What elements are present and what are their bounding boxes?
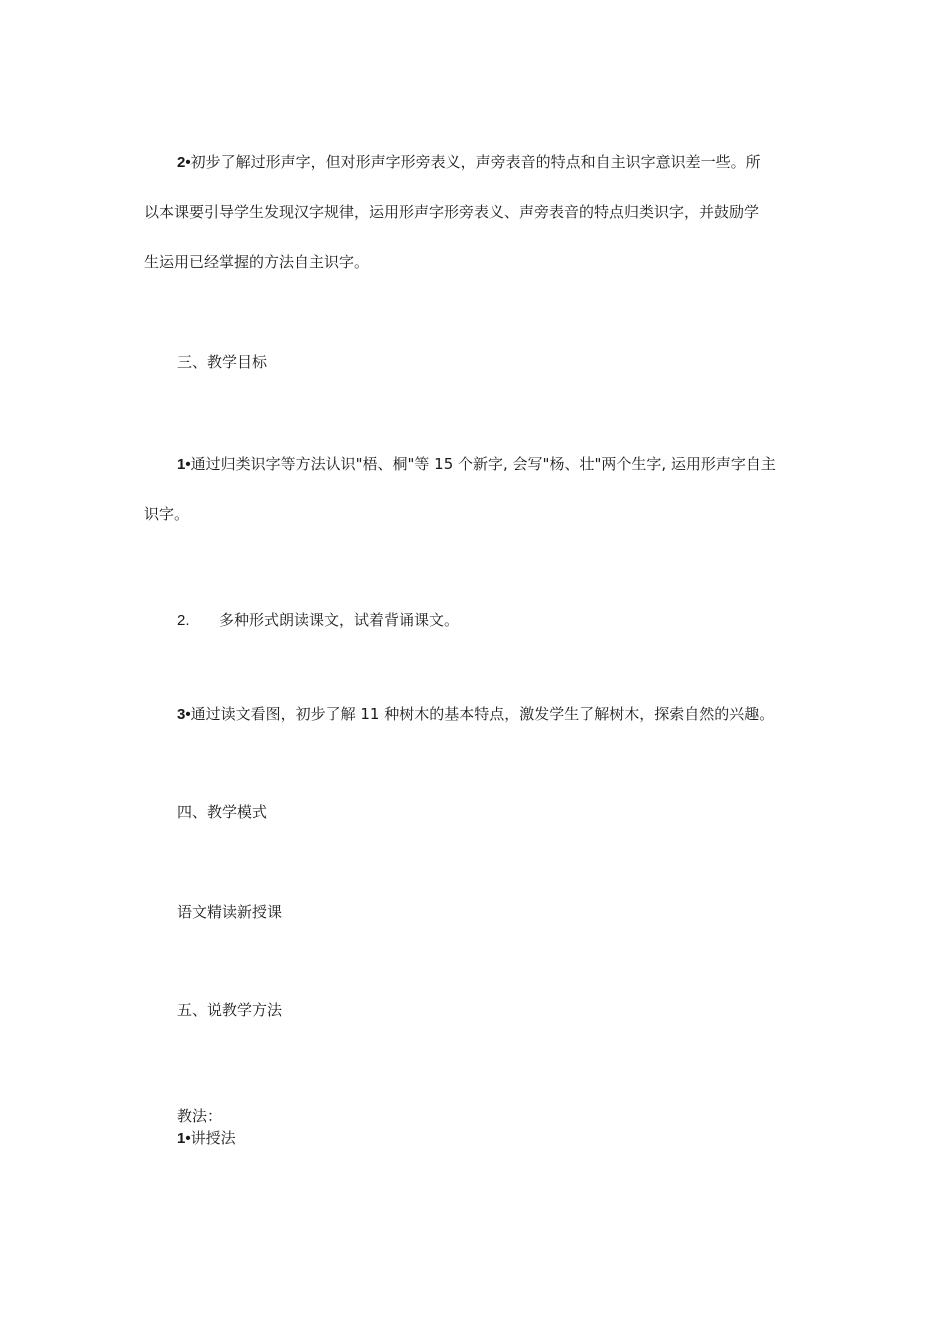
paragraph-line bbox=[177, 152, 761, 173]
goal-item-3 bbox=[177, 704, 774, 725]
goal-item-2 bbox=[177, 610, 190, 631]
section-heading-mode: 四、教学模式 bbox=[177, 803, 268, 821]
paragraph-line bbox=[144, 252, 369, 272]
paragraph-text: 生运用已经掌握的方法自主识字。 bbox=[144, 253, 370, 271]
goal-item-1-continuation bbox=[144, 504, 189, 524]
teaching-label: 教法： bbox=[177, 1107, 223, 1125]
list-number: 1• bbox=[177, 1130, 191, 1147]
paragraph-line bbox=[144, 202, 759, 222]
list-number: 3• bbox=[177, 706, 191, 723]
method-text: 讲授法 bbox=[190, 1129, 236, 1147]
list-number: 2. bbox=[177, 612, 190, 629]
teaching-mode-text: 语文精读新授课 bbox=[177, 903, 283, 921]
method-item-1 bbox=[177, 1128, 236, 1149]
goal-text: 通过读文看图，初步了解 11 种树木的基本特点，激发学生了解树木，探索自然的兴趣。 bbox=[190, 705, 775, 723]
section-heading-methods: 五、说教学方法 bbox=[177, 1001, 283, 1019]
list-number: 2• bbox=[177, 154, 191, 171]
goal-text: 识字。 bbox=[144, 505, 190, 523]
goal-item-1 bbox=[177, 454, 776, 475]
section-heading-goals: 三、教学目标 bbox=[177, 353, 268, 371]
paragraph-text: 以本课要引导学生发现汉字规律，运用形声字形旁表义、声旁表音的特点归类识字，并鼓励学 bbox=[144, 203, 760, 221]
goal-item-2-text: 多种形式朗读课文，试着背诵课文。 bbox=[219, 611, 460, 629]
goal-text: 通过归类识字等方法认识"梧、桐"等 15 个新字, 会写"杨、壮"两个生字, 运用形声字自主 bbox=[190, 455, 776, 473]
list-number: 1• bbox=[177, 456, 191, 473]
paragraph-text: 初步了解过形声字，但对形声字形旁表义，声旁表音的特点和自主识字意识差一些。所 bbox=[190, 153, 761, 171]
